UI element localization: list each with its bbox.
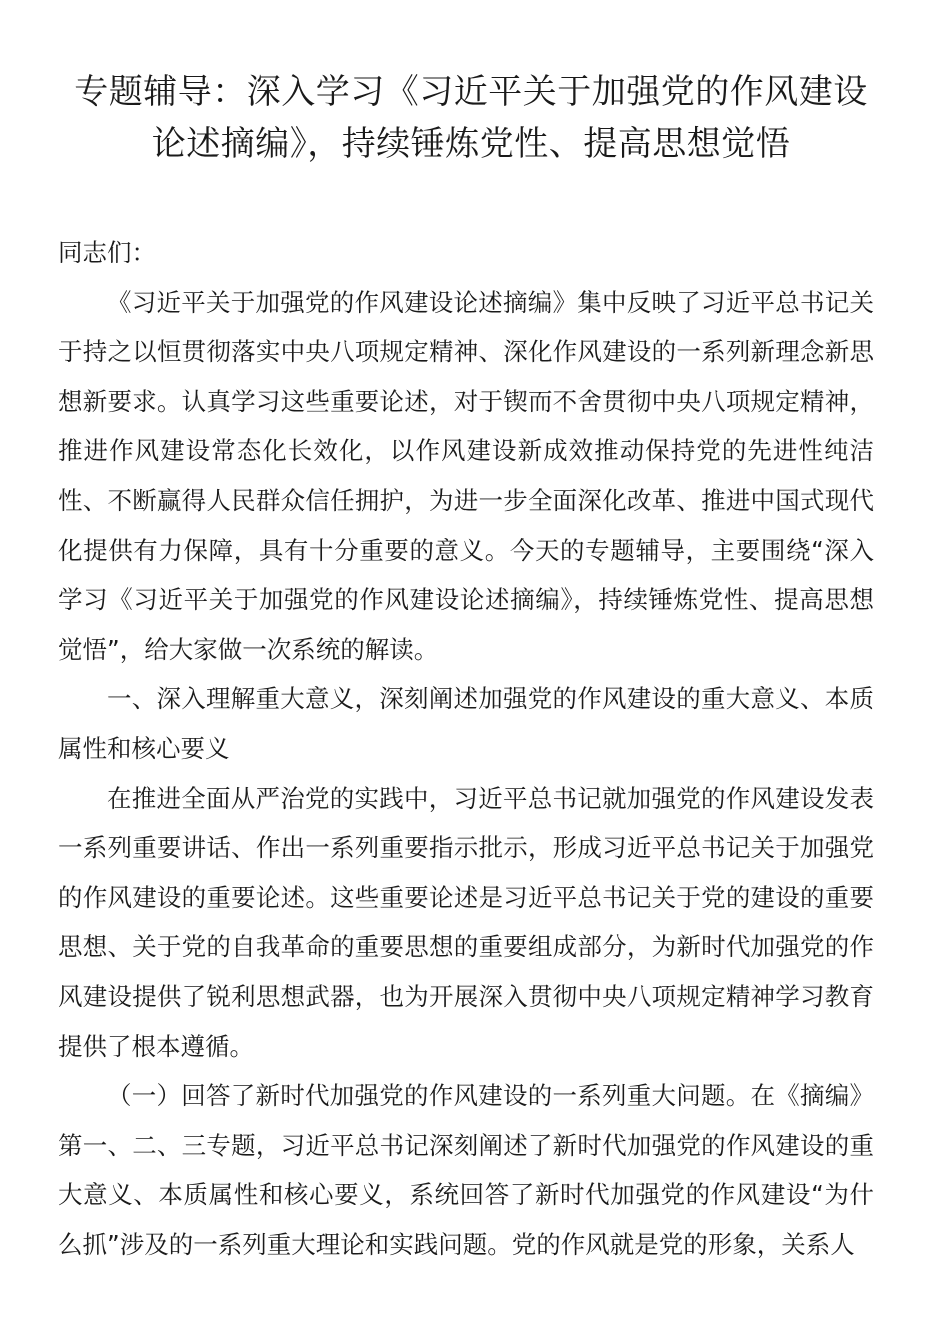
title-line-2: 论述摘编》，持续锤炼党性、提高思想觉悟 bbox=[151, 124, 791, 164]
document-body bbox=[58, 228, 874, 1269]
title-line-1: 专题辅导：深入学习《习近平关于加强党的作风建设 bbox=[74, 72, 868, 112]
document-title bbox=[58, 66, 874, 170]
paragraph-section-1: 在推进全面从严治党的实践中，习近平总书记就加强党的作风建设发表一系列重要讲话、作出一系列重要指示批示，形成习近平总书记关于加强党的作风建设的重要论述。这些重要论述是习近平总书记关于党的建设的重要思想、关于党的自我革命的重要思想的重要组成部分，为新时代加强党的作风建设提供了锐利思想武器，也为开展深入贯彻中央八项规定精神学习教育提供了根本遵循。 bbox=[58, 783, 874, 1061]
salutation: 同志们： bbox=[58, 238, 156, 267]
paragraph-subsection-1: （一）回答了新时代加强党的作风建设的一系列重大问题。在《摘编》第一、二、三专题，习近平总书记深刻阐述了新时代加强党的作风建设的重大意义、本质属性和核心要义，系统回答了新时代加强党的作风建设“为什么抓”涉及的一系列重大理论和实践问题。党的作风就是党的形象，关系人 bbox=[58, 1081, 874, 1259]
section-heading-1: 一、深入理解重大意义，深刻阐述加强党的作风建设的重大意义、本质属性和核心要义 bbox=[58, 684, 874, 763]
paragraph-intro: 《习近平关于加强党的作风建设论述摘编》集中反映了习近平总书记关于持之以恒贯彻落实中央八项规定精神、深化作风建设的一系列新理念新思想新要求。认真学习这些重要论述，对于锲而不舍贯彻中央八项规定精神，推进作风建设常态化长效化，以作风建设新成效推动保持党的先进性纯洁性、不断赢得人民群众信任拥护，为进一步全面深化改革、推进中国式现代化提供有力保障，具有十分重要的意义。今天的专题辅导，主要围绕“深入学习《习近平关于加强党的作风建设论述摘编》，持续锤炼党性、提高思想觉悟”，给大家做一次系统的解读。 bbox=[58, 287, 874, 664]
